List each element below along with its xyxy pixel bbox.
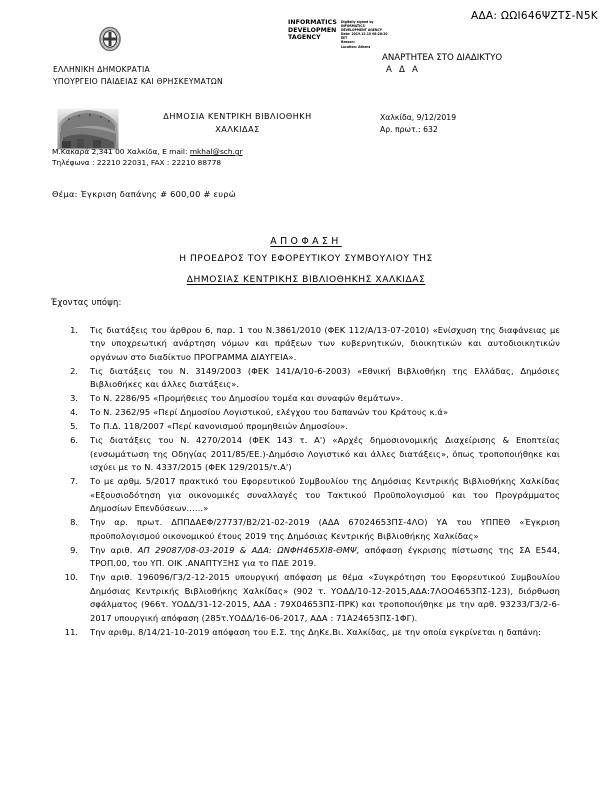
contact-address-line xyxy=(52,146,243,157)
clause-number: 8. xyxy=(70,517,78,528)
clause-text-pre: Την αριθ. xyxy=(90,544,138,555)
decision-title-block xyxy=(0,229,612,286)
clause-text: Την αριθ. 196096/Γ3/2-12-2015 υπουργική απόφαση με θέμα «Συγκρότηση του Εφορευτικού Συμβουλίου Δημόσιας Κεντρικής Βιβλιοθήκης Χαλκίδας» (902 τ. ΥΟΔΔ/10-12-2015,ΑΔΑ:7ΛΟΟ4653ΠΣ-123), διόρθωση σφάλματος (966τ. ΥΟΔΔ/31-12-2015, ΑΔΑ : 79Χ04653ΠΣ-ΠΡΚ) και τροποποιήθηκε με την αρθ. 93233/Γ3/2-6-2017 υπουργική απόφαση (285τ.ΥΟΔΔ/16-06-2017, ΑΔΑ : 71Α24653ΠΣ-1ΦΓ). xyxy=(90,572,560,623)
signature-agency-line-3: TAGENCY xyxy=(288,34,321,42)
clause-text: Το Π.Δ. 118/2007 «Περί κανονισμού προμηθειών Δημοσίου». xyxy=(90,421,349,432)
clause-item xyxy=(60,544,560,571)
clause-item xyxy=(60,626,560,639)
signature-detail-line-4: Date: 2019.12.10 08:28:20 xyxy=(340,32,388,37)
clause-number: 3. xyxy=(70,393,78,404)
ada-code-header: ΑΔΑ: ΩΩΙ646ΨΖΤΣ-Ν5Κ xyxy=(470,10,598,22)
clause-text: Τις διατάξεις του Ν. 4270/2014 (ΦΕΚ 143 τ. Α') «Αρχές δημοσιονομικής Διαχείρισης & Εποπτείας (ενσωμάτωση της Οδηγίας 2011/85/ΕΕ.)-Δημόσιο Λογιστικό και άλλες διατάξεις», όπως τροποποιήθηκε και ισχύει με το Ν. 4337/2015 (ΦΕΚ 129/2015/τ.Α') xyxy=(90,435,560,473)
signature-agency-line-1: INFORMATICS xyxy=(288,19,337,26)
clause-number: 4. xyxy=(70,407,78,418)
ministry-line-2: ΥΠΟΥΡΓΕΙΟ ΠΑΙΔΕΙΑΣ ΚΑΙ ΘΡΗΣΚΕΥΜΑΤΩΝ xyxy=(53,76,223,86)
ministry-line-1: ΕΛΛΗΝΙΚΗ ΔΗΜΟΚΡΑΤΙΑ xyxy=(53,65,150,74)
clause-text xyxy=(90,544,560,571)
publication-notice-line-2: Α Δ Α xyxy=(386,65,421,76)
contact-address-text: Μ.Κακαρά 2,341 00 Χαλκίδα, E mail: xyxy=(52,147,188,156)
greek-coat-of-arms-emblem xyxy=(97,24,123,54)
ministry-heading xyxy=(53,64,223,87)
clause-list xyxy=(60,324,560,640)
signature-detail-line-7: Location: Athens xyxy=(340,44,371,49)
signature-detail-line-2: INFORMATICS xyxy=(340,23,365,28)
clause-item xyxy=(60,324,560,364)
clause-item xyxy=(60,516,560,543)
clause-item xyxy=(60,392,560,405)
clause-text: Την αρ. πρωτ. ΔΠΠΔΑΕΦ/27737/Β2/21-02-2019 (ΑΔΑ 67024653ΠΣ-4ΛΟ) ΥΑ του ΥΠΠΕΘ «Έγκριση προϋπολογισμού οικονομικού έτους 2019 της Δημόσιας Κεντρικής Βιβλιοθήκης Χαλκίδας» xyxy=(90,517,560,541)
clause-text: Την αριθμ. 8/14/21-10-2019 απόφαση του Ε.Σ. της ΔηΚε.Βι. Χαλκίδας, με την οποία εγκρίνεται η δαπάνη: xyxy=(90,626,542,637)
library-name xyxy=(125,110,350,136)
library-name-line-1: ΔΗΜΟΣΙΑ ΚΕΝΤΡΙΚΗ ΒΙΒΛΙΟΘΗΚΗ xyxy=(163,111,312,121)
decision-title-sub-2: ΔΗΜΟΣΙΑΣ ΚΕΝΤΡΙΚΗΣ ΒΙΒΛΙΟΘΗΚΗΣ ΧΑΛΚΙΔΑΣ xyxy=(186,275,426,285)
clause-item xyxy=(60,475,560,515)
clause-number: 9. xyxy=(70,544,78,555)
contact-info xyxy=(52,146,243,169)
issue-place-date: Χαλκίδα, 9/12/2019 xyxy=(380,113,457,122)
library-name-line-2: ΧΑΛΚΙΔΑΣ xyxy=(215,123,260,134)
clause-number: 10. xyxy=(64,572,78,583)
issue-info xyxy=(380,112,456,137)
clause-number: 7. xyxy=(70,476,78,487)
signature-detail-line-3: DEVELOPMENT AGENCY xyxy=(340,27,383,32)
clause-number: 11. xyxy=(64,626,78,637)
clause-text-post: απόφαση έγκρισης πίστωσης της ΣΑ Ε544, ΤΡΟΠ.00, του ΥΠ. ΟΙΚ .ΑΝΑΠΤΥΞΗΣ για το ΠΔΕ 2019. xyxy=(90,544,560,569)
clause-text: Το με αρθμ. 5/2017 πρακτικό του Εφορευτικού Συμβουλίου της Δημόσιας Κεντρικής Βιβλιοθήκης Χαλκίδας «Εξουσιοδότηση για οικονομικές συναλλαγές του Τακτικού Προϋπολογισμού και του Προγράμματος Δημοσίων Επενδύσεων……» xyxy=(90,476,560,514)
decision-title-main: ΑΠΟΦΑΣΗ xyxy=(270,236,342,247)
publication-notice-line-1: ΑΝΑΡΤΗΤΕΑ ΣΤΟ ΔΙΑΔΙΚΤΥΟ xyxy=(382,53,503,63)
contact-email-link[interactable]: mkhal@sch.gr xyxy=(189,147,243,156)
preamble-text: Έχοντας υπόψη: xyxy=(51,297,122,307)
decision-title-sub-1: Η ΠΡΟΕΔΡΟΣ ΤΟΥ ΕΦΟΡΕΥΤΙΚΟΥ ΣΥΜΒΟΥΛΙΟΥ ΤΗΣ xyxy=(179,254,433,264)
signature-agency-name xyxy=(288,19,337,42)
clause-item xyxy=(60,434,560,474)
clause-text: Το Ν. 2286/95 «Προμήθειες του Δημοσίου τομέα και συναφών θεμάτων». xyxy=(90,393,404,404)
digital-signature-stamp xyxy=(288,19,388,49)
signature-agency-line-2: DEVELOPMEN xyxy=(288,26,337,34)
clause-item xyxy=(60,571,560,625)
contact-phone-fax: Τηλέφωνα : 22210 22031, FAX : 22210 88778 xyxy=(52,158,222,168)
signature-detail-line-6: Reason: xyxy=(340,40,355,45)
signature-details xyxy=(341,19,388,49)
clause-number: 1. xyxy=(70,325,78,335)
signature-detail-line-1: Digitally signed by xyxy=(340,19,374,24)
clause-item xyxy=(60,420,560,433)
clause-text: Το Ν. 2362/95 «Περί Δημοσίου Λογιστικού, ελέγχου του δαπανών του Κράτους κ.ά» xyxy=(90,407,449,418)
signature-detail-line-5: EET xyxy=(340,36,348,41)
clause-text-italic-reference: ΑΠ 29087/08-03-2019 & ΑΔΑ: ΩΝΦΗ465ΧΙ8-ΘΜΨ, xyxy=(137,544,360,555)
clause-text: Τις διατάξεις του άρθρου 6, παρ. 1 του Ν.3861/2010 (ΦΕΚ 112/Α/13-07-2010) «Ενίσχυση της διαφάνειας με την υποχρεωτική ανάρτηση νόμων και πράξεων των κυβερνητικών, διοικητικών και αυτοδιοικητικών οργάνων στο διαδίκτυο ΠΡΟΓΡΑΜΜΑ ΔΙΑΥΓΕΙΑ». xyxy=(90,325,560,362)
clause-item xyxy=(60,406,560,419)
clause-text: Τις διατάξεις του Ν. 3149/2003 (ΦΕΚ 141/Α/10-6-2003) «Εθνική Βιβλιοθήκη της Ελλάδας, Δημόσιες Βιβλιοθήκες και άλλες διατάξεις». xyxy=(90,365,560,390)
clause-number: 6. xyxy=(70,435,78,446)
clause-item xyxy=(60,365,560,392)
library-seal-image xyxy=(57,108,119,150)
clause-number: 2. xyxy=(70,365,78,376)
publication-notice xyxy=(382,52,502,77)
issue-protocol-number: Αρ. πρωτ.: 632 xyxy=(380,125,438,135)
clause-number: 5. xyxy=(70,421,78,432)
subject-line: Θέμα: Έγκριση δαπάνης # 600,00 # ευρώ xyxy=(52,189,236,199)
